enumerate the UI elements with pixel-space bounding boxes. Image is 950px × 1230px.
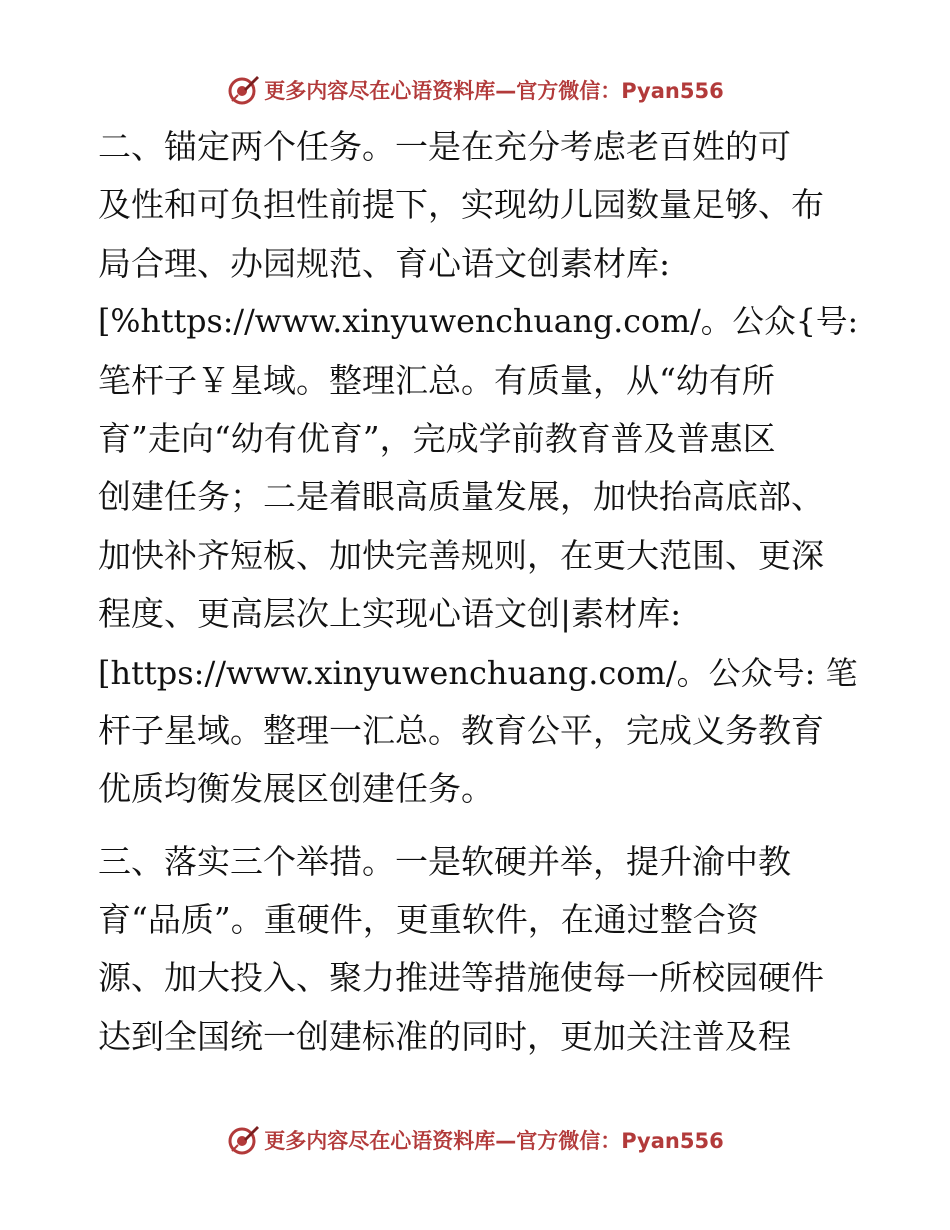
document-body	[98, 118, 858, 1066]
text-line: 二、锚定两个任务。一是在充分考虑老百姓的可	[98, 127, 791, 166]
text-line: 局合理、办园规范、育心语文创素材库:	[98, 243, 671, 283]
footer-banner-text: 更多内容尽在心语资料库—官方微信：Pyan556	[264, 1129, 724, 1153]
text-line: [%https://www.xinyuwenchuang.com/。公众{号:	[98, 304, 859, 341]
text-line: 创建任务；二是着眼高质量发展，加快抬高底部、	[98, 477, 824, 517]
quill-seal-icon	[226, 1123, 260, 1157]
footer-banner	[0, 1118, 950, 1162]
text-line: [https://www.xinyuwenchuang.com/。公众号: 笔	[98, 653, 858, 692]
text-line: 优质均衡发展区创建任务。	[98, 769, 494, 809]
header-banner-text: 更多内容尽在心语资料库—官方微信：Pyan556	[264, 79, 724, 103]
text-line: 三、落实三个举措。一是软硬并举，提升渝中教	[98, 841, 791, 881]
text-line: 育“品质”。重硬件，更重软件，在通过整合资	[98, 900, 759, 940]
text-line: 及性和可负担性前提下，实现幼儿园数量足够、布	[98, 185, 824, 225]
text-line: 笔杆子￥星域。整理汇总。有质量，从“幼有所	[98, 360, 775, 400]
section-two-paragraph	[98, 118, 858, 819]
text-line: 加快补齐短板、加快完善规则，在更大范围、更深	[98, 535, 824, 575]
quill-seal-icon	[226, 73, 260, 107]
text-line: 育”走向“幼有优育”，完成学前教育普及普惠区	[98, 418, 776, 458]
text-line: 达到全国统一创建标准的同时，更加关注普及程	[98, 1016, 791, 1056]
header-banner	[0, 68, 950, 112]
text-line: 源、加大投入、聚力推进等措施使每一所校园硬件	[98, 958, 824, 998]
text-line: 杆子星域。整理一汇总。教育公平，完成义务教育	[98, 710, 824, 750]
section-three-paragraph	[98, 833, 858, 1067]
paragraph-gap	[98, 819, 858, 833]
text-line: 程度、更高层次上实现心语文创|素材库:	[98, 594, 682, 634]
